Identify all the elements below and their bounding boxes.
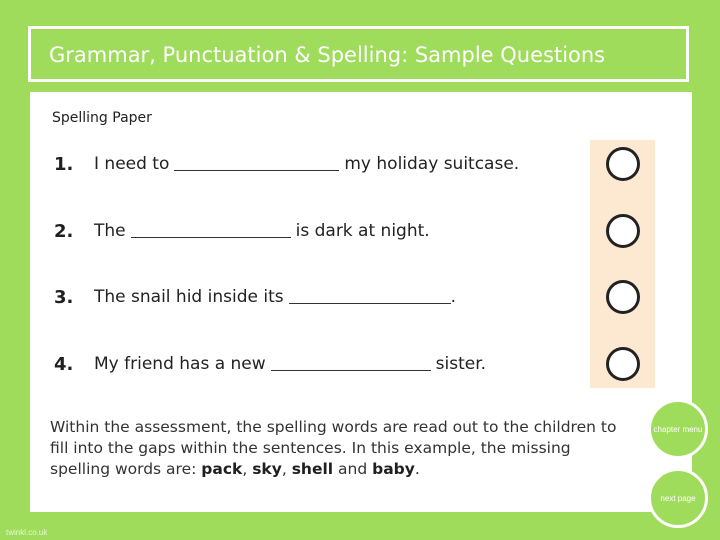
answer-circle-3 bbox=[606, 280, 640, 314]
separator: and bbox=[333, 460, 373, 478]
spelling-word: sky bbox=[252, 460, 282, 478]
question-text-before: My friend has a new bbox=[94, 354, 266, 374]
question-text-before: I need to bbox=[94, 154, 170, 174]
answer-circle-1 bbox=[606, 147, 640, 181]
question-text-before: The snail hid inside its bbox=[94, 287, 284, 307]
next-page-label: next page bbox=[660, 493, 696, 503]
question-number: 1. bbox=[54, 153, 74, 175]
separator: . bbox=[414, 460, 420, 478]
answer-column bbox=[590, 140, 655, 388]
next-page-button[interactable] bbox=[648, 468, 708, 528]
spelling-word: baby bbox=[372, 460, 415, 478]
answer-circle-4 bbox=[606, 347, 640, 381]
explanation-intro: Within the assessment, the spelling words are read out to the children to fill into the gaps within the sentences. In this example, the missing spelling words are: bbox=[50, 418, 617, 478]
answer-blank bbox=[289, 291, 451, 304]
question-text-after: my holiday suitcase. bbox=[344, 154, 520, 174]
question-text-after: is dark at night. bbox=[295, 221, 430, 241]
spelling-word: pack bbox=[201, 460, 243, 478]
title-banner bbox=[28, 26, 689, 82]
question-text-after: . bbox=[450, 287, 456, 307]
separator: , bbox=[242, 460, 253, 478]
chapter-menu-button[interactable] bbox=[648, 399, 708, 459]
content-panel bbox=[30, 92, 692, 512]
question-number: 3. bbox=[54, 286, 74, 308]
answer-circle-2 bbox=[606, 214, 640, 248]
question-number: 4. bbox=[54, 353, 74, 375]
question-2 bbox=[54, 219, 430, 243]
question-text-before: The bbox=[94, 221, 126, 241]
chapter-menu-label: chapter menu bbox=[653, 424, 703, 434]
section-label: Spelling Paper bbox=[52, 110, 152, 126]
question-3 bbox=[54, 285, 456, 309]
brand-footer: twinkl.co.uk bbox=[6, 528, 48, 537]
answer-blank bbox=[174, 158, 339, 171]
question-text-after: sister. bbox=[435, 354, 487, 374]
question-1 bbox=[54, 152, 519, 176]
separator: , bbox=[281, 460, 292, 478]
page-title: Grammar, Punctuation & Spelling: Sample Questions bbox=[49, 43, 606, 67]
question-number: 2. bbox=[54, 220, 74, 242]
explanation-text bbox=[50, 417, 630, 480]
answer-blank bbox=[271, 358, 431, 371]
answer-blank bbox=[131, 225, 291, 238]
question-4 bbox=[54, 352, 486, 376]
spelling-word: shell bbox=[291, 460, 334, 478]
